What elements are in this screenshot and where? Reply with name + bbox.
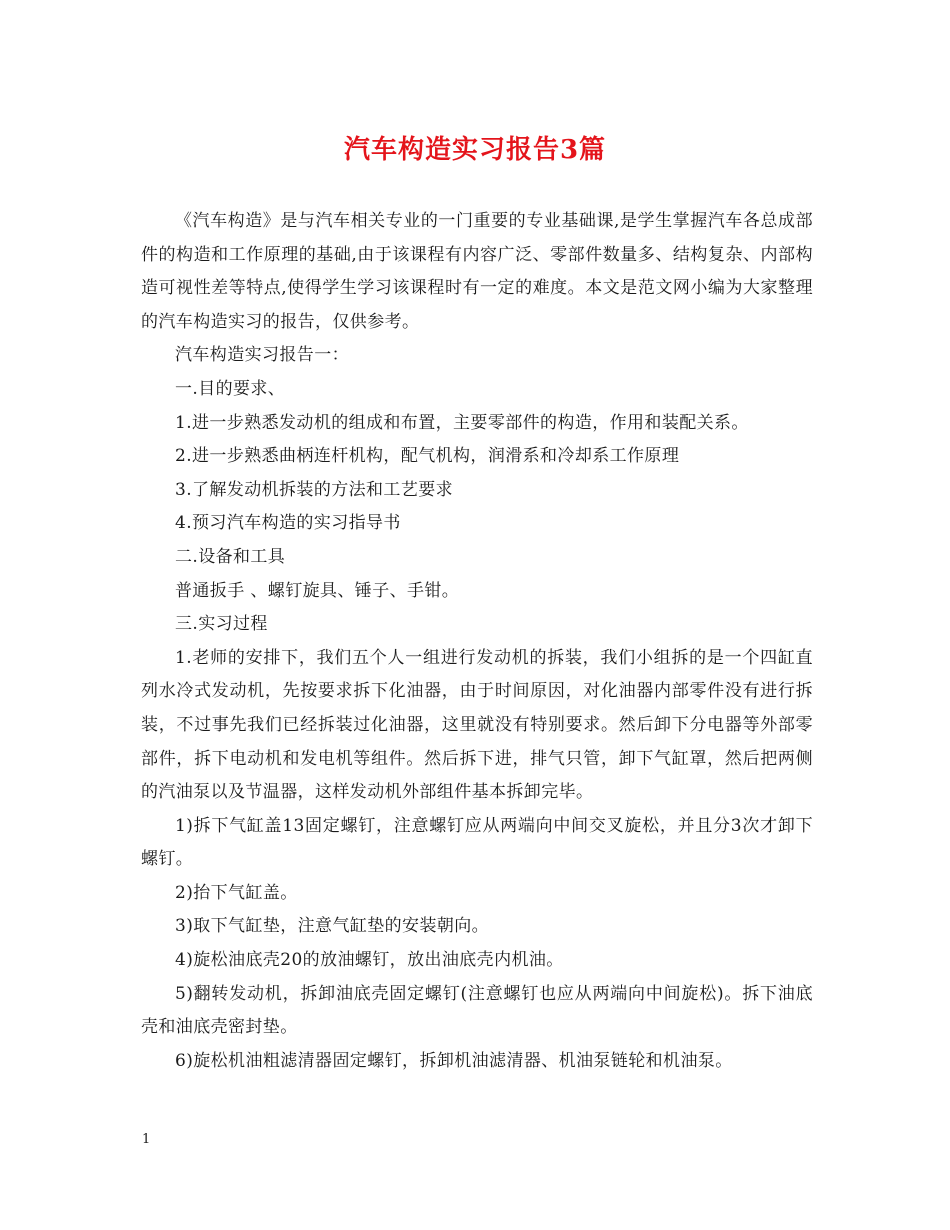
- step-item: 2)抬下气缸盖。: [175, 882, 298, 903]
- page-number: 1: [142, 1132, 151, 1147]
- section-heading-equipment: 二.设备和工具: [175, 546, 286, 567]
- list-item: 3.了解发动机拆装的方法和工艺要求: [175, 479, 454, 500]
- paragraph-intro: 《汽车构造》是与汽车相关专业的一门重要的专业基础课,是学生掌握汽车各总成部件的构造和工作原理的基础,由于该课程有内容广泛、零部件数量多、结构复杂、内部构造可视性差等特点,使得学生学习该课程时有一定的难度。本文是范文网小编为大家整理的汽车构造实习的报告，仅供参考。: [141, 211, 813, 332]
- section-heading-process: 三.实习过程: [175, 614, 268, 635]
- section-heading-purpose: 一.目的要求、: [175, 378, 286, 399]
- list-item: 2.进一步熟悉曲柄连杆机构，配气机构，润滑系和冷却系工作原理: [175, 446, 680, 467]
- step-item: 4)旋松油底壳20的放油螺钉，放出油底壳内机油。: [175, 950, 564, 971]
- document-body: [141, 205, 813, 1078]
- paragraph-report-heading: 汽车构造实习报告一：: [175, 345, 349, 366]
- step-item: 1)拆下气缸盖13固定螺钉，注意螺钉应从两端向中间交叉旋松，并且分3次才卸下螺钉。: [141, 815, 813, 870]
- list-item: 1.进一步熟悉发动机的组成和布置，主要零部件的构造，作用和装配关系。: [175, 412, 749, 433]
- document-title: 汽车构造实习报告3篇: [343, 135, 607, 165]
- step-item: 6)旋松机油粗滤清器固定螺钉，拆卸机油滤清器、机油泵链轮和机油泵。: [175, 1050, 733, 1071]
- list-item: 4.预习汽车构造的实习指导书: [175, 513, 401, 534]
- step-item: 3)取下气缸垫，注意气缸垫的安装朝向。: [175, 916, 490, 937]
- paragraph-process: 1.老师的安排下，我们五个人一组进行发动机的拆装，我们小组拆的是一个四缸直列水冷式发动机，先按要求拆下化油器，由于时间原因，对化油器内部零件没有进行拆装，不过事先我们已经拆装过化油器，这里就没有特别要求。然后卸下分电器等外部零部件，拆下电动机和发电机等组件。然后拆下进，排气只管，卸下气缸罩，然后把两侧的汽油泵以及节温器，这样发动机外部组件基本拆卸完毕。: [141, 647, 813, 803]
- paragraph-tools: 普通扳手 、螺钉旋具、锤子、手钳。: [175, 580, 460, 601]
- step-item: 5)翻转发动机，拆卸油底壳固定螺钉(注意螺钉也应从两端向中间旋松)。拆下油底壳和油底壳密封垫。: [141, 983, 813, 1038]
